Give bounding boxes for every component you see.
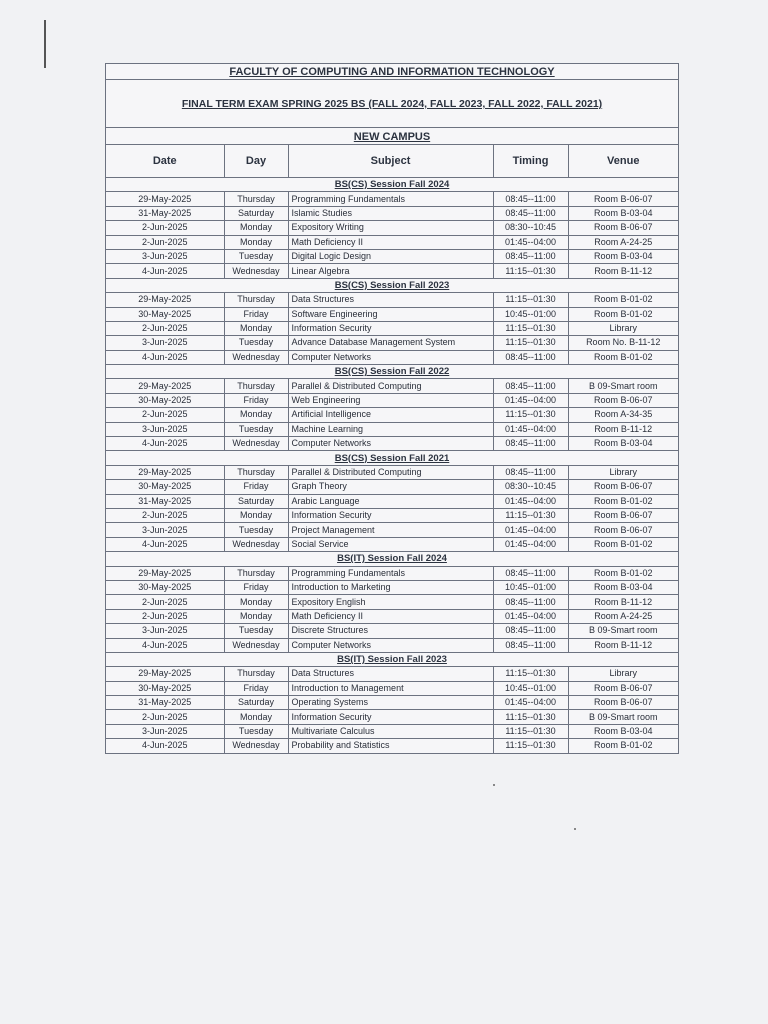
day-cell: Tuesday (224, 523, 288, 537)
day-cell: Thursday (224, 379, 288, 393)
subject-cell: Advance Database Management System (288, 336, 493, 350)
date-cell: 2-Jun-2025 (106, 408, 224, 422)
exam-row (106, 667, 678, 681)
venue-cell: Room B-01-02 (568, 307, 678, 321)
session-title: BS(IT) Session Fall 2023 (106, 652, 678, 666)
day-cell: Wednesday (224, 264, 288, 278)
session-header-row (106, 552, 678, 566)
session-header-row (106, 365, 678, 379)
subject-cell: Computer Networks (288, 350, 493, 364)
subject-cell: Digital Logic Design (288, 249, 493, 263)
day-cell: Monday (224, 595, 288, 609)
venue-cell: Library (568, 465, 678, 479)
venue-cell: Room B-06-07 (568, 221, 678, 235)
session-header-row (106, 178, 678, 192)
session-title: BS(CS) Session Fall 2023 (106, 278, 678, 292)
day-cell: Monday (224, 221, 288, 235)
timing-cell: 08:45--11:00 (493, 249, 568, 263)
day-cell: Monday (224, 609, 288, 623)
scan-speck (493, 784, 495, 786)
venue-cell: Room B-11-12 (568, 638, 678, 652)
exam-row (106, 681, 678, 695)
subject-cell: Math Deficiency II (288, 235, 493, 249)
session-title: BS(CS) Session Fall 2022 (106, 365, 678, 379)
day-cell: Wednesday (224, 638, 288, 652)
day-cell: Tuesday (224, 336, 288, 350)
subject-cell: Data Structures (288, 667, 493, 681)
date-cell: 3-Jun-2025 (106, 422, 224, 436)
venue-cell: Room B-06-07 (568, 192, 678, 206)
subject-cell: Arabic Language (288, 494, 493, 508)
column-header-timing: Timing (493, 145, 568, 178)
exam-row (106, 408, 678, 422)
session-title: BS(CS) Session Fall 2021 (106, 451, 678, 465)
day-cell: Friday (224, 307, 288, 321)
day-cell: Monday (224, 710, 288, 724)
exam-row (106, 249, 678, 263)
timing-cell: 01:45--04:00 (493, 393, 568, 407)
exam-row (106, 710, 678, 724)
timing-cell: 10:45--01:00 (493, 580, 568, 594)
venue-cell: Room B-03-04 (568, 206, 678, 220)
exam-row (106, 336, 678, 350)
exam-row (106, 739, 678, 753)
date-cell: 4-Jun-2025 (106, 537, 224, 551)
date-cell: 4-Jun-2025 (106, 437, 224, 451)
subject-cell: Information Security (288, 321, 493, 335)
date-cell: 2-Jun-2025 (106, 595, 224, 609)
date-cell: 2-Jun-2025 (106, 235, 224, 249)
subject-cell: Graph Theory (288, 480, 493, 494)
timing-cell: 08:45--11:00 (493, 350, 568, 364)
session-title: BS(IT) Session Fall 2024 (106, 552, 678, 566)
day-cell: Wednesday (224, 437, 288, 451)
exam-title: FINAL TERM EXAM SPRING 2025 BS (FALL 2024, FALL 2023, FALL 2022, FALL 2021) (106, 80, 678, 128)
venue-cell: Room B-03-04 (568, 580, 678, 594)
day-cell: Wednesday (224, 537, 288, 551)
date-cell: 29-May-2025 (106, 293, 224, 307)
subject-cell: Introduction to Marketing (288, 580, 493, 594)
date-cell: 30-May-2025 (106, 580, 224, 594)
timing-cell: 10:45--01:00 (493, 307, 568, 321)
exam-row (106, 508, 678, 522)
exam-row (106, 235, 678, 249)
date-cell: 2-Jun-2025 (106, 321, 224, 335)
date-cell: 2-Jun-2025 (106, 710, 224, 724)
timing-cell: 08:30--10:45 (493, 480, 568, 494)
exam-row (106, 595, 678, 609)
day-cell: Saturday (224, 696, 288, 710)
exam-row (106, 437, 678, 451)
timing-cell: 08:45--11:00 (493, 437, 568, 451)
venue-cell: Room B-06-07 (568, 480, 678, 494)
venue-cell: Room B-01-02 (568, 739, 678, 753)
subject-cell: Programming Fundamentals (288, 192, 493, 206)
date-cell: 2-Jun-2025 (106, 221, 224, 235)
venue-cell: Room B-03-04 (568, 437, 678, 451)
subject-cell: Islamic Studies (288, 206, 493, 220)
exam-row (106, 192, 678, 206)
subject-cell: Computer Networks (288, 437, 493, 451)
exam-row (106, 350, 678, 364)
timing-cell: 11:15--01:30 (493, 739, 568, 753)
subject-cell: Math Deficiency II (288, 609, 493, 623)
venue-cell: Room No. B-11-12 (568, 336, 678, 350)
timing-cell: 08:45--11:00 (493, 192, 568, 206)
venue-cell: Room B-11-12 (568, 422, 678, 436)
venue-cell: Room A-24-25 (568, 609, 678, 623)
date-cell: 29-May-2025 (106, 465, 224, 479)
exam-row (106, 465, 678, 479)
timing-cell: 01:45--04:00 (493, 537, 568, 551)
exam-row (106, 422, 678, 436)
day-cell: Tuesday (224, 724, 288, 738)
exam-row (106, 638, 678, 652)
exam-row (106, 537, 678, 551)
venue-cell: B 09-Smart room (568, 379, 678, 393)
day-cell: Friday (224, 480, 288, 494)
timing-cell: 11:15--01:30 (493, 667, 568, 681)
exam-schedule-sheet (105, 63, 679, 754)
subject-cell: Software Engineering (288, 307, 493, 321)
venue-cell: Room B-01-02 (568, 293, 678, 307)
date-cell: 29-May-2025 (106, 566, 224, 580)
date-cell: 31-May-2025 (106, 206, 224, 220)
date-cell: 30-May-2025 (106, 307, 224, 321)
timing-cell: 08:30--10:45 (493, 221, 568, 235)
day-cell: Wednesday (224, 350, 288, 364)
day-cell: Friday (224, 681, 288, 695)
timing-cell: 11:15--01:30 (493, 264, 568, 278)
venue-cell: B 09-Smart room (568, 710, 678, 724)
day-cell: Monday (224, 235, 288, 249)
subject-cell: Social Service (288, 537, 493, 551)
venue-cell: Room A-24-25 (568, 235, 678, 249)
timing-cell: 08:45--11:00 (493, 206, 568, 220)
date-cell: 30-May-2025 (106, 681, 224, 695)
subject-cell: Web Engineering (288, 393, 493, 407)
timing-cell: 08:45--11:00 (493, 566, 568, 580)
session-header-row (106, 652, 678, 666)
timing-cell: 08:45--11:00 (493, 379, 568, 393)
timing-cell: 11:15--01:30 (493, 321, 568, 335)
subject-cell: Project Management (288, 523, 493, 537)
day-cell: Monday (224, 408, 288, 422)
subject-cell: Machine Learning (288, 422, 493, 436)
exam-row (106, 609, 678, 623)
date-cell: 31-May-2025 (106, 494, 224, 508)
date-cell: 3-Jun-2025 (106, 249, 224, 263)
date-cell: 29-May-2025 (106, 192, 224, 206)
day-cell: Tuesday (224, 422, 288, 436)
venue-cell: Room B-06-07 (568, 696, 678, 710)
faculty-heading: FACULTY OF COMPUTING AND INFORMATION TECHNOLOGY (106, 64, 678, 80)
subject-cell: Data Structures (288, 293, 493, 307)
column-header-venue: Venue (568, 145, 678, 178)
exam-row (106, 264, 678, 278)
exam-row (106, 523, 678, 537)
subject-cell: Probability and Statistics (288, 739, 493, 753)
timing-cell: 10:45--01:00 (493, 681, 568, 695)
subject-cell: Expository English (288, 595, 493, 609)
subject-cell: Information Security (288, 710, 493, 724)
date-cell: 29-May-2025 (106, 379, 224, 393)
day-cell: Thursday (224, 293, 288, 307)
venue-cell: B 09-Smart room (568, 624, 678, 638)
date-cell: 30-May-2025 (106, 480, 224, 494)
subject-cell: Parallel & Distributed Computing (288, 379, 493, 393)
day-cell: Tuesday (224, 624, 288, 638)
subject-cell: Multivariate Calculus (288, 724, 493, 738)
timing-cell: 01:45--04:00 (493, 494, 568, 508)
venue-cell: Room B-06-07 (568, 523, 678, 537)
venue-cell: Room B-11-12 (568, 264, 678, 278)
day-cell: Saturday (224, 206, 288, 220)
date-cell: 3-Jun-2025 (106, 523, 224, 537)
day-cell: Tuesday (224, 249, 288, 263)
exam-row (106, 293, 678, 307)
timing-cell: 11:15--01:30 (493, 710, 568, 724)
day-cell: Saturday (224, 494, 288, 508)
day-cell: Monday (224, 508, 288, 522)
venue-cell: Room B-11-12 (568, 595, 678, 609)
session-title: BS(CS) Session Fall 2024 (106, 178, 678, 192)
subject-cell: Computer Networks (288, 638, 493, 652)
venue-cell: Room B-01-02 (568, 494, 678, 508)
date-cell: 4-Jun-2025 (106, 350, 224, 364)
date-cell: 3-Jun-2025 (106, 336, 224, 350)
subject-cell: Parallel & Distributed Computing (288, 465, 493, 479)
date-cell: 3-Jun-2025 (106, 624, 224, 638)
day-cell: Thursday (224, 667, 288, 681)
subject-cell: Programming Fundamentals (288, 566, 493, 580)
exam-row (106, 321, 678, 335)
timing-cell: 08:45--11:00 (493, 595, 568, 609)
timing-cell: 08:45--11:00 (493, 638, 568, 652)
subject-cell: Discrete Structures (288, 624, 493, 638)
timing-cell: 11:15--01:30 (493, 724, 568, 738)
venue-cell: Room B-06-07 (568, 508, 678, 522)
timing-cell: 08:45--11:00 (493, 465, 568, 479)
scan-speck (574, 828, 576, 830)
day-cell: Friday (224, 580, 288, 594)
subject-cell: Artificial Intelligence (288, 408, 493, 422)
column-header-date: Date (106, 145, 224, 178)
venue-cell: Room B-01-02 (568, 566, 678, 580)
exam-row (106, 221, 678, 235)
venue-cell: Room B-03-04 (568, 249, 678, 263)
date-cell: 3-Jun-2025 (106, 724, 224, 738)
date-cell: 4-Jun-2025 (106, 264, 224, 278)
date-cell: 2-Jun-2025 (106, 508, 224, 522)
day-cell: Friday (224, 393, 288, 407)
subject-cell: Linear Algebra (288, 264, 493, 278)
venue-cell: Room B-03-04 (568, 724, 678, 738)
timing-cell: 01:45--04:00 (493, 235, 568, 249)
timing-cell: 01:45--04:00 (493, 523, 568, 537)
exam-row (106, 724, 678, 738)
venue-cell: Room A-34-35 (568, 408, 678, 422)
subject-cell: Introduction to Management (288, 681, 493, 695)
schedule-table (106, 145, 678, 753)
day-cell: Thursday (224, 465, 288, 479)
timing-cell: 01:45--04:00 (493, 696, 568, 710)
column-header-row (106, 145, 678, 178)
exam-row (106, 206, 678, 220)
exam-row (106, 624, 678, 638)
date-cell: 4-Jun-2025 (106, 638, 224, 652)
timing-cell: 08:45--11:00 (493, 624, 568, 638)
exam-row (106, 379, 678, 393)
venue-cell: Room B-06-07 (568, 393, 678, 407)
column-header-day: Day (224, 145, 288, 178)
venue-cell: Room B-01-02 (568, 537, 678, 551)
timing-cell: 11:15--01:30 (493, 408, 568, 422)
venue-cell: Room B-06-07 (568, 681, 678, 695)
exam-row (106, 494, 678, 508)
exam-row (106, 696, 678, 710)
exam-row (106, 580, 678, 594)
subject-cell: Operating Systems (288, 696, 493, 710)
date-cell: 29-May-2025 (106, 667, 224, 681)
timing-cell: 11:15--01:30 (493, 508, 568, 522)
exam-row (106, 307, 678, 321)
date-cell: 4-Jun-2025 (106, 739, 224, 753)
date-cell: 2-Jun-2025 (106, 609, 224, 623)
scan-margin-mark (44, 20, 46, 68)
timing-cell: 11:15--01:30 (493, 336, 568, 350)
day-cell: Thursday (224, 566, 288, 580)
subject-cell: Information Security (288, 508, 493, 522)
venue-cell: Library (568, 321, 678, 335)
timing-cell: 11:15--01:30 (493, 293, 568, 307)
date-cell: 30-May-2025 (106, 393, 224, 407)
date-cell: 31-May-2025 (106, 696, 224, 710)
exam-row (106, 480, 678, 494)
campus-heading: NEW CAMPUS (106, 128, 678, 145)
venue-cell: Room B-01-02 (568, 350, 678, 364)
timing-cell: 01:45--04:00 (493, 609, 568, 623)
timing-cell: 01:45--04:00 (493, 422, 568, 436)
exam-row (106, 393, 678, 407)
day-cell: Thursday (224, 192, 288, 206)
subject-cell: Expository Writing (288, 221, 493, 235)
venue-cell: Library (568, 667, 678, 681)
session-header-row (106, 278, 678, 292)
exam-row (106, 566, 678, 580)
session-header-row (106, 451, 678, 465)
day-cell: Wednesday (224, 739, 288, 753)
column-header-subject: Subject (288, 145, 493, 178)
day-cell: Monday (224, 321, 288, 335)
